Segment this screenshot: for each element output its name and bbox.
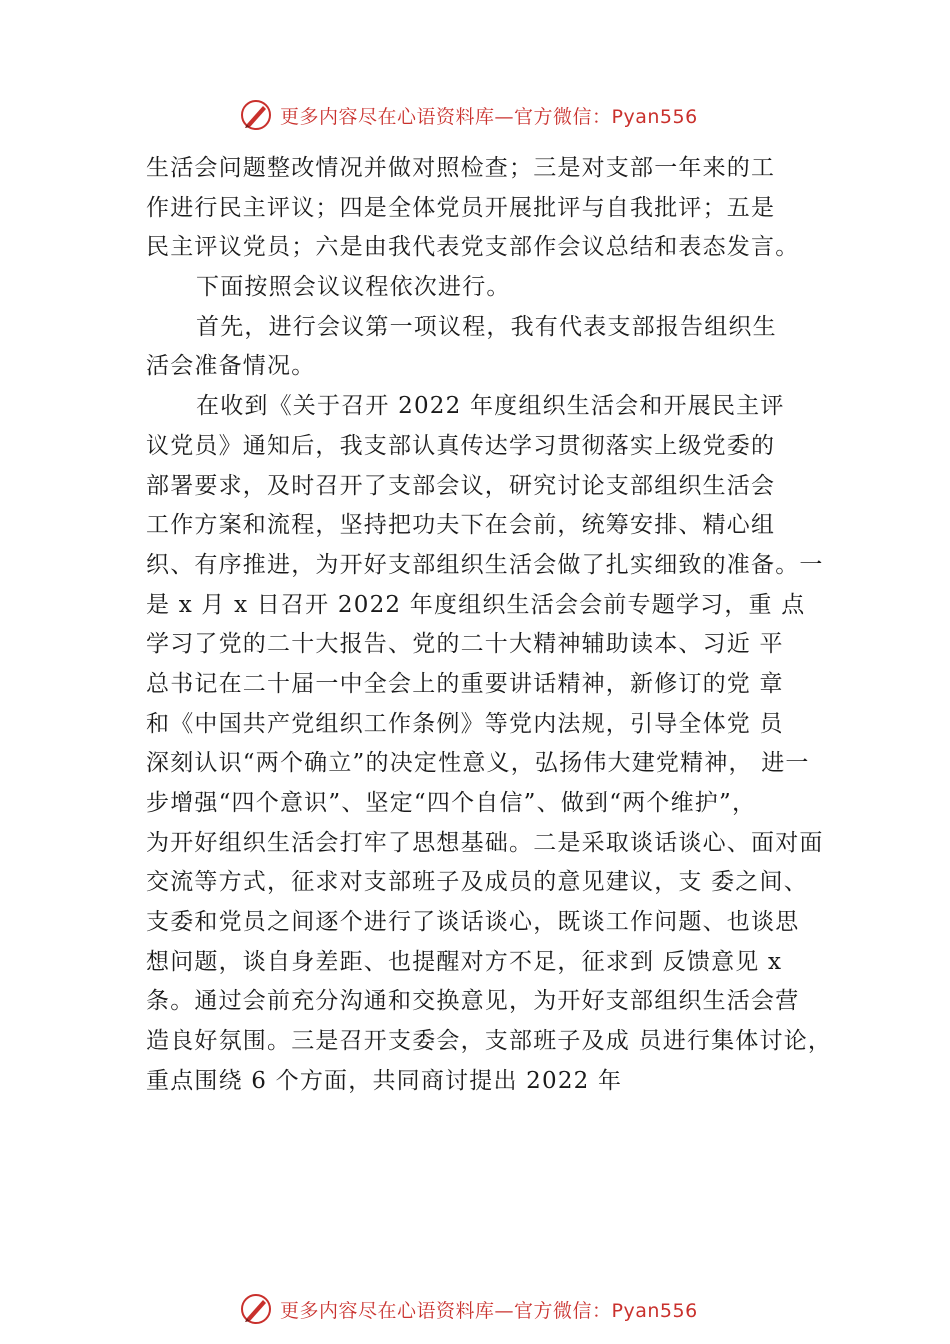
body-line: 学习了党的二十大报告、党的二十大精神辅助读本、习近 平	[146, 631, 784, 658]
footer-watermark	[238, 1289, 698, 1329]
body-line: 交流等方式，征求对支部班子及成员的意见建议，支 委之间、	[146, 869, 808, 896]
body-line: 总书记在二十届一中全会上的重要讲话精神，新修订的党 章	[146, 670, 784, 697]
body-line: 在收到《关于召开 2022 年度组织生活会和开展民主评	[196, 393, 785, 420]
body-line: 和《中国共产党组织工作条例》等党内法规，引导全体党 员	[146, 710, 784, 737]
body-line: 生活会问题整改情况并做对照检查；三是对支部一年来的工	[146, 155, 776, 181]
body-line: 部署要求，及时召开了支部会议，研究讨论支部组织生活会	[146, 472, 776, 499]
body-line: 支委和党员之间逐个进行了谈话谈心，既谈工作问题、也谈思	[146, 909, 800, 936]
body-line: 是 x 月 x 日召开 2022 年度组织生活会会前专题学习，重 点	[146, 591, 806, 618]
body-line: 条。通过会前充分沟通和交换意见，为开好支部组织生活会营	[146, 988, 800, 1015]
body-line: 重点围绕 6 个方面，共同商讨提出 2022 年	[146, 1067, 623, 1094]
body-line: 工作方案和流程，坚持把功夫下在会前，统筹安排、精心组	[146, 512, 776, 539]
body-line: 造良好氛围。三是召开支委会，支部班子及成 员进行集体讨论，	[146, 1028, 833, 1055]
footer-watermark-text: 更多内容尽在心语资料库—官方微信：Pyan556	[280, 1299, 698, 1322]
body-line: 议党员》通知后，我支部认真传达学习贯彻落实上级党委的	[146, 432, 776, 459]
header-watermark-text: 更多内容尽在心语资料库—官方微信：Pyan556	[280, 105, 698, 128]
body-line: 深刻认识“两个确立”的决定性意义，弘扬伟大建党精神， 进一	[146, 750, 810, 777]
body-line: 下面按照会议议程依次进行。	[196, 274, 511, 301]
header-watermark	[238, 95, 698, 135]
body-line: 想问题，谈自身差距、也提醒对方不足，征求到 反馈意见 x	[146, 948, 783, 975]
pen-logo-icon	[238, 97, 274, 133]
body-line: 民主评议党员；六是由我代表党支部作会议总结和表态发言。	[146, 234, 800, 261]
body-line: 步增强“四个意识”、坚定“四个自信”、做到“两个维护”，	[146, 790, 757, 816]
body-line: 为开好组织生活会打牢了思想基础。二是采取谈话谈心、面对面	[146, 829, 824, 856]
document-body	[146, 149, 836, 1102]
body-line: 活会准备情况。	[146, 353, 316, 380]
body-line: 首先，进行会议第一项议程，我有代表支部报告组织生	[196, 313, 777, 340]
body-line: 作进行民主评议；四是全体党员开展批评与自我批评；五是	[146, 194, 776, 221]
body-line: 织、有序推进，为开好支部组织生活会做了扎实细致的准备。一	[146, 551, 824, 578]
pen-logo-icon	[238, 1291, 274, 1327]
